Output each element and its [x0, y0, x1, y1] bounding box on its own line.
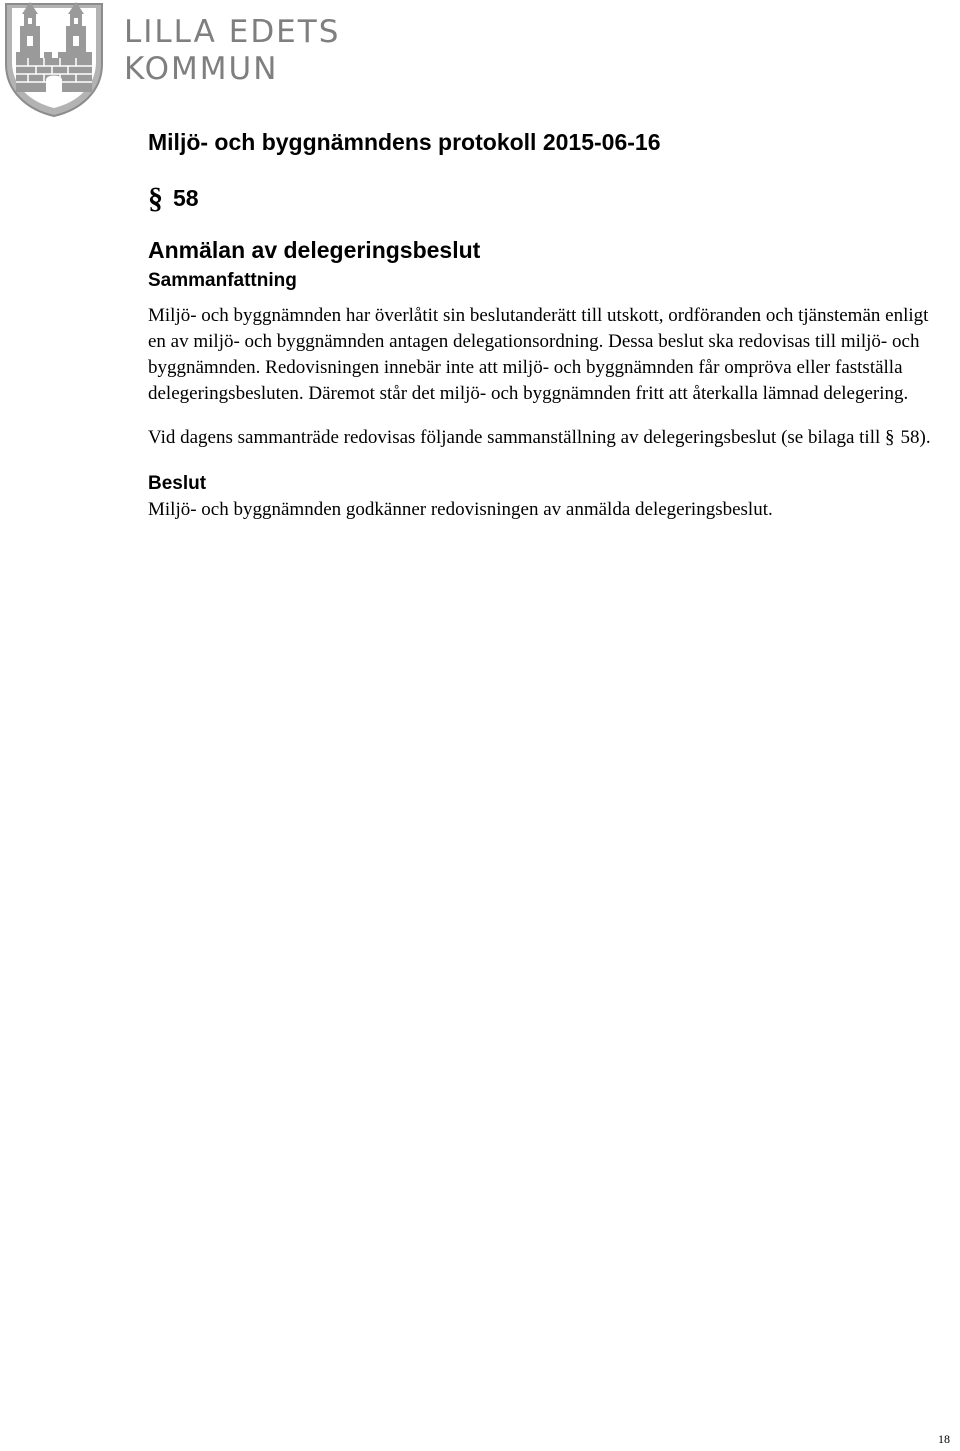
paragraph-heading	[148, 180, 948, 217]
matter-title: Anmälan av delegeringsbeslut	[148, 237, 481, 263]
municipality-logo	[0, 0, 341, 120]
presentation-text: Vid dagens sammanträde redovisas följande sammanställning av delegeringsbeslut (se bilaga till	[148, 427, 881, 448]
presentation-reference: 58).	[900, 427, 931, 448]
decision-paragraph: Miljö- och byggnämnden godkänner redovisningen av anmälda delegeringsbeslut.	[148, 499, 773, 520]
section-sign: §	[148, 182, 163, 215]
wordmark-line-1: LILLA EDETS	[124, 14, 341, 50]
municipality-wordmark	[124, 14, 340, 88]
protocol-content	[148, 124, 948, 523]
wordmark-line-2: KOMMUN	[124, 51, 279, 87]
coat-of-arms-shield-icon	[2, 0, 106, 118]
inline-section-sign: §	[885, 427, 895, 448]
decision-heading: Beslut	[148, 473, 207, 494]
presentation-paragraph	[148, 425, 938, 451]
paragraph-number: 58	[173, 185, 199, 211]
summary-heading: Sammanfattning	[148, 270, 297, 291]
page-number: 18	[938, 1432, 950, 1446]
protocol-title: Miljö- och byggnämndens protokoll 2015-06-16	[148, 129, 661, 155]
summary-paragraph: Miljö- och byggnämnden har överlåtit sin beslutanderätt till utskott, ordföranden och tjänstemän enligt en av miljö- och byggnämnden antagen delegationsordning. Dessa beslut ska redovisas till miljö- och byggnämnden. Redovisningen innebär inte att miljö- och byggnämnden får ompröva eller fastställa delegeringsbesluten. Däremot står det miljö- och byggnämnden fritt att återkalla lämnad delegering.	[148, 305, 929, 404]
